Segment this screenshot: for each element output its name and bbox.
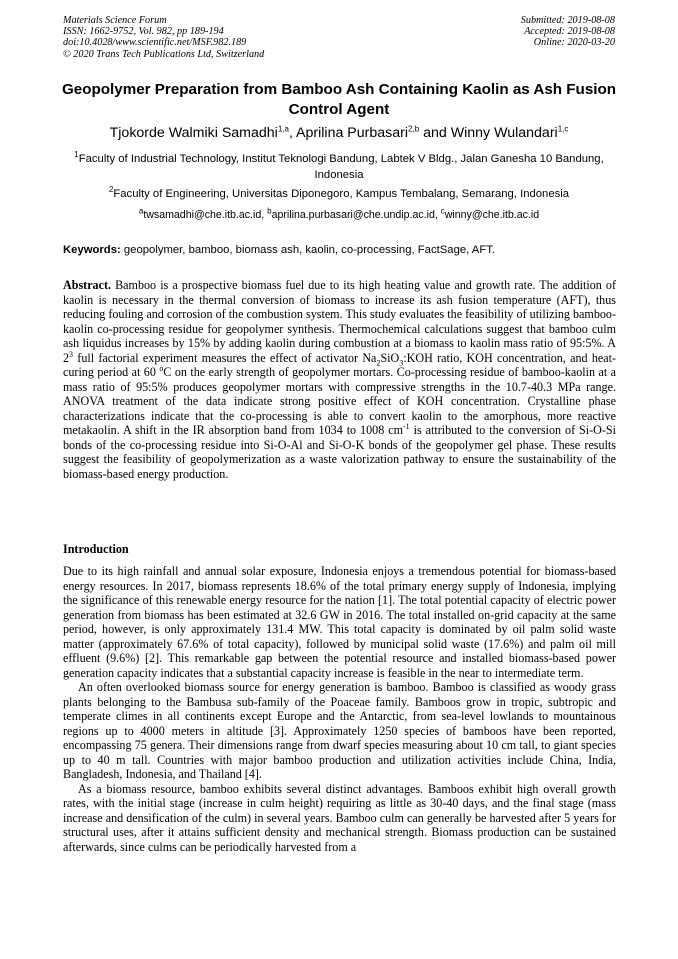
keywords-label: Keywords:	[63, 244, 121, 256]
affiliation-1	[60, 151, 618, 183]
abstract-subscript: 3	[399, 357, 404, 367]
abstract-label: Abstract.	[63, 278, 112, 292]
abstract-text: SiO	[380, 350, 400, 365]
email-a: twsamadhi@che.itb.ac.id,	[143, 209, 268, 221]
submitted-date: Submitted: 2019-08-08	[520, 15, 615, 26]
keywords-text: geopolymer, bamboo, biomass ash, kaolin, co-processing, FactSage, AFT.	[120, 244, 496, 256]
abstract-superscript: 3	[69, 349, 74, 359]
email-b: aprilina.purbasari@che.undip.ac.id,	[271, 209, 441, 221]
journal-name: Materials Science Forum	[63, 15, 167, 26]
copyright-line: © 2020 Trans Tech Publications Ltd, Switzerland	[63, 48, 265, 60]
author-separator: and	[419, 125, 451, 141]
journal-header	[63, 15, 264, 60]
email-c: winny@che.itb.ac.id	[444, 209, 540, 221]
affiliation-2-number: 2	[108, 185, 114, 195]
abstract-subscript: 2	[376, 357, 381, 367]
author-2: Aprilina Purbasari	[296, 125, 409, 141]
doi-line: doi:10.4028/www.scientific.net/MSF.982.189	[63, 37, 247, 49]
affiliation-2	[60, 186, 618, 202]
paper-title: Geopolymer Preparation from Bamboo Ash Containing Kaolin as Ash Fusion Control Agent	[61, 81, 617, 118]
dates-header	[521, 15, 615, 49]
abstract-text: Bamboo is a prospective biomass fuel due to its high heating value and growth rate. The addition of kaolin is necessary in the thermal conversion of biomass to increase its ash fusion temperature (AFT), thus reducing fouling and corrosion of the combustion system. This study evaluates the feasibility of utilizing bamboo-kaolin co-processing residue for geopolymer synthesis. Thermochemical calculations suggest that bamboo culm ash liquidus increases by 15% by adding kaolin during combustion at a biomass to kaolin mass ratio of 95:5%. A 2	[63, 278, 616, 365]
abstract-text: C on the early strength of geopolymer mortars. Co-processing residue of bamboo-kaolin at a mass ratio of 95:5% produces geopolymer mortars with compressive strengths in the 10.7-40.3 MPa range. ANOVA treatment of the data indicate strong positive effect of KOH concentration. Crystalline phase characterizations indicate that the co-processing is able to convert kaolin to the amorphous, more reactive metakaolin. A shift in the IR absorption band from 1034 to 1008 cm	[63, 365, 616, 437]
author-3-affiliation: 1,c	[557, 124, 569, 134]
author-1-affiliation: 1,a	[277, 124, 289, 134]
abstract-text: full factorial experiment measures the effect of activator Na	[73, 350, 377, 365]
email-b-marker: b	[267, 206, 272, 216]
introduction-paragraph: An often overlooked biomass source for energy generation is bamboo. Bamboo is classified as woody grass plants belonging to the Bambusa sub-family of the Poaceae family. Bamboos grow in tropic, subtropic and temperate climes in all continents except Europe and the Antarctic, from sea-level lowlands to mountainous regions up to 4000 meters in altitude [3]. Approximately 1250 species of bamboos have been reported, encompassing 75 genera. Their dimensions range from dwarf species measuring about 10 cm tall, to giant species up to 40 m tall. Countries with major bamboo production and utilization activities include China, India, Bangladesh, Indonesia, and Thailand [4].	[63, 680, 616, 781]
abstract-superscript: -1	[402, 421, 410, 431]
author-emails	[40, 207, 638, 223]
introduction-body	[63, 564, 616, 854]
issn-line: ISSN: 1662-9752, Vol. 982, pp 189-194	[63, 26, 224, 38]
accepted-date: Accepted: 2019-08-08	[524, 26, 615, 38]
abstract-text: :KOH ratio, KOH concentration, and heat-curing period at 60	[63, 350, 616, 379]
author-3: Winny Wulandari	[450, 125, 558, 141]
author-2-affiliation: 2,b	[408, 124, 420, 134]
introduction-heading: Introduction	[63, 542, 129, 556]
email-a-marker: a	[138, 206, 144, 216]
affiliation-2-text: Faculty of Engineering, Universitas Diponegoro, Kampus Tembalang, Semarang, Indonesia	[113, 188, 570, 200]
abstract-superscript: o	[159, 363, 164, 373]
affiliation-1-text: Faculty of Industrial Technology, Institut Teknologi Bandung, Labtek V Bldg., Jalan Ganesha 10 Bandung, Indonesia	[78, 153, 604, 181]
email-c-marker: c	[440, 206, 445, 216]
introduction-paragraph: Due to its high rainfall and annual solar exposure, Indonesia enjoys a tremendous potential for biomass-based energy resources. In 2017, biomass represents 18.6% of the total primary energy supply of Indonesia, implying the significance of this renewable energy resource for the nation [1]. The total potential capacity of electric power generation from biomass has been estimated at 32.6 GW in 2016. The total installed on-grid capacity at the same period, however, is only approximately 131.4 MW. This total capacity is dominated by oil palm solid waste matter (approximately 67.6% of total capacity), followed by municipal solid waste (17.6%) and palm oil mill effluent (9.6%) [2]. This remarkable gap between the potential resource and installed biomass-based power generation capacity indicates that a substantial capacity increase is feasible in the near to intermediate term.	[63, 564, 616, 680]
author-list	[40, 124, 638, 142]
author-separator: ,	[288, 125, 297, 141]
abstract	[63, 278, 616, 481]
introduction-paragraph: As a biomass resource, bamboo exhibits several distinct advantages. Bamboos exhibit high overall growth rates, with the initial stage (increase in culm height) requiring as little as 30-40 days, and the final stage (mass increase and densification of the culm) in several years. Bamboo culm can generally be harvested after 5 years for structural uses, after it attains sufficient density and mechanical strength. Biomass production can be sustained afterwards, since culms can be periodically harvested from a	[63, 781, 616, 854]
author-1: Tjokorde Walmiki Samadhi	[109, 125, 278, 141]
affiliation-1-number: 1	[74, 150, 79, 160]
abstract-text: is attributed to the conversion of Si-O-Si bonds of the co-processing residue into Si-O-Al and Si-O-K bonds of the geopolymer gel phase. These results suggest the feasibility of geopolymerization as a waste valorization pathway to ensure the sustainability of the biomass-based energy production.	[63, 423, 617, 481]
online-date: Online: 2020-03-20	[533, 37, 615, 49]
keywords	[63, 242, 616, 258]
